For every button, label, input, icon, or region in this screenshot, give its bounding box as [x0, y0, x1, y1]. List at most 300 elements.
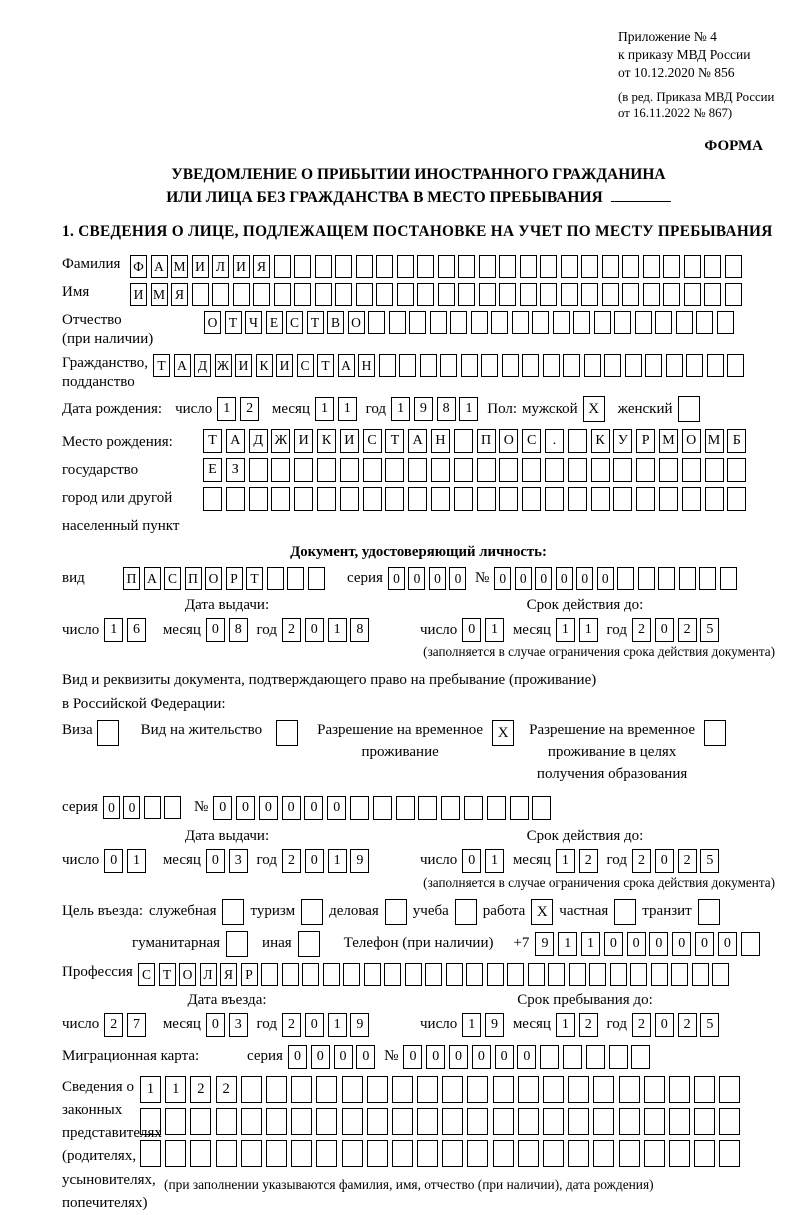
char-cell[interactable]: [586, 1045, 605, 1069]
char-cell[interactable]: [584, 354, 601, 377]
char-cell[interactable]: [635, 311, 652, 334]
char-cell[interactable]: [540, 255, 557, 278]
char-cell[interactable]: С: [363, 429, 382, 453]
char-cell[interactable]: [636, 487, 655, 511]
char-cell[interactable]: [392, 1108, 413, 1135]
char-cell[interactable]: 9: [485, 1013, 504, 1037]
char-cell[interactable]: [499, 283, 516, 306]
char-cell[interactable]: [356, 255, 373, 278]
char-cell[interactable]: Л: [200, 963, 217, 986]
char-cell[interactable]: [602, 283, 619, 306]
char-cell[interactable]: [376, 255, 393, 278]
char-cell[interactable]: [408, 458, 427, 482]
char-cell[interactable]: 9: [350, 1013, 369, 1037]
char-cell[interactable]: [725, 283, 742, 306]
char-cell[interactable]: [591, 487, 610, 511]
char-cell[interactable]: [507, 963, 524, 986]
char-cell[interactable]: 2: [678, 618, 697, 642]
char-cell[interactable]: [548, 963, 565, 986]
char-cell[interactable]: 1: [127, 849, 146, 873]
char-cell[interactable]: [216, 1108, 237, 1135]
char-cell[interactable]: [367, 1108, 388, 1135]
char-cell[interactable]: О: [204, 311, 221, 334]
char-cell[interactable]: [271, 487, 290, 511]
char-cell[interactable]: [522, 354, 539, 377]
char-cell[interactable]: [655, 311, 672, 334]
char-cell[interactable]: 1: [328, 618, 347, 642]
char-cell[interactable]: [454, 429, 473, 453]
char-cell[interactable]: [613, 458, 632, 482]
char-cell[interactable]: [399, 354, 416, 377]
char-cell[interactable]: 1: [338, 397, 357, 421]
char-cell[interactable]: 9: [414, 397, 433, 421]
char-cell[interactable]: [561, 283, 578, 306]
char-cell[interactable]: [659, 487, 678, 511]
char-cell[interactable]: [686, 354, 703, 377]
visa-checkbox[interactable]: [97, 720, 119, 746]
char-cell[interactable]: 5: [700, 849, 719, 873]
char-cell[interactable]: [545, 487, 564, 511]
char-cell[interactable]: [425, 963, 442, 986]
char-cell[interactable]: [291, 1108, 312, 1135]
char-cell[interactable]: 2: [579, 1013, 598, 1037]
char-cell[interactable]: [477, 487, 496, 511]
char-cell[interactable]: 2: [282, 849, 301, 873]
char-cell[interactable]: [741, 932, 760, 956]
char-cell[interactable]: 0: [311, 1045, 330, 1069]
char-cell[interactable]: П: [123, 567, 140, 590]
char-cell[interactable]: [493, 1108, 514, 1135]
char-cell[interactable]: [658, 567, 675, 590]
char-cell[interactable]: [241, 1108, 262, 1135]
char-cell[interactable]: [540, 1045, 559, 1069]
char-cell[interactable]: [454, 487, 473, 511]
char-cell[interactable]: [568, 1076, 589, 1103]
char-cell[interactable]: [397, 255, 414, 278]
char-cell[interactable]: [461, 354, 478, 377]
char-cell[interactable]: 2: [190, 1076, 211, 1103]
char-cell[interactable]: Б: [727, 429, 746, 453]
char-cell[interactable]: [316, 1108, 337, 1135]
char-cell[interactable]: Я: [171, 283, 188, 306]
char-cell[interactable]: [666, 354, 683, 377]
char-cell[interactable]: 8: [229, 618, 248, 642]
char-cell[interactable]: [274, 255, 291, 278]
char-cell[interactable]: [522, 487, 541, 511]
char-cell[interactable]: М: [171, 255, 188, 278]
char-cell[interactable]: 0: [259, 796, 278, 820]
char-cell[interactable]: [241, 1076, 262, 1103]
char-cell[interactable]: Н: [358, 354, 375, 377]
char-cell[interactable]: Р: [241, 963, 258, 986]
char-cell[interactable]: [420, 354, 437, 377]
char-cell[interactable]: [315, 255, 332, 278]
char-cell[interactable]: Т: [385, 429, 404, 453]
char-cell[interactable]: [682, 458, 701, 482]
char-cell[interactable]: [671, 963, 688, 986]
purpose-transit-checkbox[interactable]: [698, 899, 720, 925]
char-cell[interactable]: [140, 1108, 161, 1135]
char-cell[interactable]: [294, 283, 311, 306]
char-cell[interactable]: [518, 1108, 539, 1135]
char-cell[interactable]: [561, 255, 578, 278]
char-cell[interactable]: Д: [194, 354, 211, 377]
char-cell[interactable]: [479, 283, 496, 306]
char-cell[interactable]: 0: [695, 932, 714, 956]
char-cell[interactable]: [430, 311, 447, 334]
char-cell[interactable]: [477, 458, 496, 482]
char-cell[interactable]: К: [256, 354, 273, 377]
char-cell[interactable]: [499, 458, 518, 482]
char-cell[interactable]: [479, 255, 496, 278]
char-cell[interactable]: [467, 1108, 488, 1135]
char-cell[interactable]: [594, 311, 611, 334]
char-cell[interactable]: [342, 1108, 363, 1135]
char-cell[interactable]: А: [144, 567, 161, 590]
char-cell[interactable]: [467, 1076, 488, 1103]
char-cell[interactable]: 2: [678, 1013, 697, 1037]
char-cell[interactable]: [663, 283, 680, 306]
char-cell[interactable]: [458, 283, 475, 306]
char-cell[interactable]: [659, 458, 678, 482]
char-cell[interactable]: 1: [485, 849, 504, 873]
char-cell[interactable]: 1: [315, 397, 334, 421]
char-cell[interactable]: 0: [576, 567, 593, 590]
char-cell[interactable]: К: [317, 429, 336, 453]
char-cell[interactable]: 0: [388, 567, 405, 590]
char-cell[interactable]: [644, 1108, 665, 1135]
char-cell[interactable]: [376, 283, 393, 306]
char-cell[interactable]: [302, 963, 319, 986]
char-cell[interactable]: [458, 255, 475, 278]
char-cell[interactable]: [417, 1076, 438, 1103]
char-cell[interactable]: [591, 458, 610, 482]
char-cell[interactable]: Р: [226, 567, 243, 590]
char-cell[interactable]: [694, 1076, 715, 1103]
char-cell[interactable]: [144, 796, 161, 819]
char-cell[interactable]: 0: [104, 849, 123, 873]
char-cell[interactable]: 2: [678, 849, 697, 873]
char-cell[interactable]: [464, 796, 483, 820]
char-cell[interactable]: [631, 1045, 650, 1069]
char-cell[interactable]: И: [294, 429, 313, 453]
char-cell[interactable]: 1: [217, 397, 236, 421]
char-cell[interactable]: [431, 487, 450, 511]
char-cell[interactable]: 0: [556, 567, 573, 590]
char-cell[interactable]: [613, 487, 632, 511]
char-cell[interactable]: 2: [632, 849, 651, 873]
char-cell[interactable]: [522, 458, 541, 482]
char-cell[interactable]: 9: [535, 932, 554, 956]
char-cell[interactable]: [663, 255, 680, 278]
char-cell[interactable]: [682, 487, 701, 511]
char-cell[interactable]: [316, 1076, 337, 1103]
char-cell[interactable]: [417, 1108, 438, 1135]
char-cell[interactable]: [630, 963, 647, 986]
char-cell[interactable]: [487, 796, 506, 820]
char-cell[interactable]: П: [477, 429, 496, 453]
char-cell[interactable]: [212, 283, 229, 306]
char-cell[interactable]: 2: [632, 1013, 651, 1037]
char-cell[interactable]: [267, 567, 284, 590]
char-cell[interactable]: [645, 354, 662, 377]
gender-male-checkbox[interactable]: X: [583, 396, 605, 422]
char-cell[interactable]: [602, 255, 619, 278]
char-cell[interactable]: 7: [127, 1013, 146, 1037]
char-cell[interactable]: 0: [449, 1045, 468, 1069]
char-cell[interactable]: И: [276, 354, 293, 377]
char-cell[interactable]: 1: [104, 618, 123, 642]
char-cell[interactable]: [356, 283, 373, 306]
char-cell[interactable]: 9: [350, 849, 369, 873]
char-cell[interactable]: Т: [246, 567, 263, 590]
char-cell[interactable]: 1: [462, 1013, 481, 1037]
char-cell[interactable]: [385, 458, 404, 482]
char-cell[interactable]: [164, 796, 181, 819]
char-cell[interactable]: [340, 458, 359, 482]
char-cell[interactable]: 8: [437, 397, 456, 421]
char-cell[interactable]: Е: [266, 311, 283, 334]
char-cell[interactable]: [363, 458, 382, 482]
char-cell[interactable]: [573, 311, 590, 334]
char-cell[interactable]: 1: [140, 1076, 161, 1103]
char-cell[interactable]: [568, 1108, 589, 1135]
char-cell[interactable]: [543, 1108, 564, 1135]
char-cell[interactable]: 2: [579, 849, 598, 873]
char-cell[interactable]: Ф: [130, 255, 147, 278]
char-cell[interactable]: Т: [203, 429, 222, 453]
char-cell[interactable]: 0: [429, 567, 446, 590]
char-cell[interactable]: [563, 354, 580, 377]
char-cell[interactable]: [335, 255, 352, 278]
char-cell[interactable]: [417, 283, 434, 306]
char-cell[interactable]: [441, 796, 460, 820]
char-cell[interactable]: [165, 1108, 186, 1135]
char-cell[interactable]: Ж: [271, 429, 290, 453]
char-cell[interactable]: [438, 255, 455, 278]
char-cell[interactable]: [520, 283, 537, 306]
char-cell[interactable]: 0: [305, 618, 324, 642]
char-cell[interactable]: [294, 487, 313, 511]
char-cell[interactable]: 0: [494, 567, 511, 590]
char-cell[interactable]: [568, 458, 587, 482]
char-cell[interactable]: [418, 796, 437, 820]
char-cell[interactable]: Я: [253, 255, 270, 278]
char-cell[interactable]: [569, 963, 586, 986]
char-cell[interactable]: 0: [627, 932, 646, 956]
char-cell[interactable]: 0: [495, 1045, 514, 1069]
char-cell[interactable]: [540, 283, 557, 306]
char-cell[interactable]: [669, 1076, 690, 1103]
char-cell[interactable]: [644, 1076, 665, 1103]
char-cell[interactable]: [446, 963, 463, 986]
char-cell[interactable]: 5: [700, 1013, 719, 1037]
char-cell[interactable]: Т: [153, 354, 170, 377]
char-cell[interactable]: [705, 458, 724, 482]
char-cell[interactable]: А: [226, 429, 245, 453]
char-cell[interactable]: [625, 354, 642, 377]
char-cell[interactable]: [651, 963, 668, 986]
char-cell[interactable]: [249, 458, 268, 482]
char-cell[interactable]: 0: [515, 567, 532, 590]
purpose-business-checkbox[interactable]: [222, 899, 244, 925]
char-cell[interactable]: И: [233, 255, 250, 278]
char-cell[interactable]: [379, 354, 396, 377]
char-cell[interactable]: [261, 963, 278, 986]
char-cell[interactable]: 0: [597, 567, 614, 590]
char-cell[interactable]: 3: [229, 849, 248, 873]
char-cell[interactable]: С: [286, 311, 303, 334]
char-cell[interactable]: [581, 283, 598, 306]
char-cell[interactable]: 2: [282, 618, 301, 642]
char-cell[interactable]: [397, 283, 414, 306]
char-cell[interactable]: Ж: [215, 354, 232, 377]
char-cell[interactable]: .: [545, 429, 564, 453]
char-cell[interactable]: 0: [718, 932, 737, 956]
char-cell[interactable]: [614, 311, 631, 334]
char-cell[interactable]: 0: [462, 618, 481, 642]
char-cell[interactable]: [699, 567, 716, 590]
char-cell[interactable]: С: [522, 429, 541, 453]
char-cell[interactable]: И: [130, 283, 147, 306]
char-cell[interactable]: [593, 1076, 614, 1103]
char-cell[interactable]: [392, 1076, 413, 1103]
char-cell[interactable]: Т: [317, 354, 334, 377]
char-cell[interactable]: [343, 963, 360, 986]
char-cell[interactable]: [563, 1045, 582, 1069]
purpose-study-checkbox[interactable]: [455, 899, 477, 925]
char-cell[interactable]: [431, 458, 450, 482]
char-cell[interactable]: 0: [655, 849, 674, 873]
purpose-commercial-checkbox[interactable]: [385, 899, 407, 925]
char-cell[interactable]: [720, 567, 737, 590]
char-cell[interactable]: [499, 487, 518, 511]
char-cell[interactable]: [684, 255, 701, 278]
char-cell[interactable]: 0: [236, 796, 255, 820]
char-cell[interactable]: [294, 255, 311, 278]
char-cell[interactable]: О: [205, 567, 222, 590]
char-cell[interactable]: [487, 963, 504, 986]
char-cell[interactable]: [409, 311, 426, 334]
char-cell[interactable]: [727, 354, 744, 377]
char-cell[interactable]: [727, 487, 746, 511]
char-cell[interactable]: 0: [206, 618, 225, 642]
char-cell[interactable]: 1: [485, 618, 504, 642]
char-cell[interactable]: [610, 963, 627, 986]
char-cell[interactable]: [692, 963, 709, 986]
char-cell[interactable]: [707, 354, 724, 377]
char-cell[interactable]: И: [192, 255, 209, 278]
char-cell[interactable]: [192, 283, 209, 306]
char-cell[interactable]: 1: [165, 1076, 186, 1103]
char-cell[interactable]: [712, 963, 729, 986]
char-cell[interactable]: [450, 311, 467, 334]
char-cell[interactable]: П: [185, 567, 202, 590]
char-cell[interactable]: [510, 796, 529, 820]
char-cell[interactable]: [266, 1076, 287, 1103]
char-cell[interactable]: [532, 311, 549, 334]
char-cell[interactable]: [373, 796, 392, 820]
char-cell[interactable]: А: [408, 429, 427, 453]
char-cell[interactable]: [454, 458, 473, 482]
char-cell[interactable]: 0: [403, 1045, 422, 1069]
char-cell[interactable]: 0: [213, 796, 232, 820]
char-cell[interactable]: В: [327, 311, 344, 334]
char-cell[interactable]: М: [659, 429, 678, 453]
char-cell[interactable]: 1: [556, 1013, 575, 1037]
char-cell[interactable]: 2: [632, 618, 651, 642]
char-cell[interactable]: [271, 458, 290, 482]
char-cell[interactable]: 2: [104, 1013, 123, 1037]
char-cell[interactable]: 1: [556, 618, 575, 642]
char-cell[interactable]: [317, 458, 336, 482]
char-cell[interactable]: [704, 283, 721, 306]
char-cell[interactable]: И: [340, 429, 359, 453]
char-cell[interactable]: К: [591, 429, 610, 453]
purpose-private-checkbox[interactable]: [614, 899, 636, 925]
purpose-work-checkbox[interactable]: X: [531, 899, 553, 925]
char-cell[interactable]: 1: [581, 932, 600, 956]
char-cell[interactable]: [294, 458, 313, 482]
char-cell[interactable]: [499, 255, 516, 278]
char-cell[interactable]: [694, 1108, 715, 1135]
char-cell[interactable]: 2: [282, 1013, 301, 1037]
char-cell[interactable]: [466, 963, 483, 986]
char-cell[interactable]: [323, 963, 340, 986]
char-cell[interactable]: [389, 311, 406, 334]
char-cell[interactable]: [719, 1076, 740, 1103]
char-cell[interactable]: 0: [672, 932, 691, 956]
char-cell[interactable]: [481, 354, 498, 377]
char-cell[interactable]: Л: [212, 255, 229, 278]
char-cell[interactable]: [385, 487, 404, 511]
char-cell[interactable]: А: [174, 354, 191, 377]
char-cell[interactable]: З: [226, 458, 245, 482]
char-cell[interactable]: С: [297, 354, 314, 377]
char-cell[interactable]: [528, 963, 545, 986]
char-cell[interactable]: 0: [123, 796, 140, 819]
char-cell[interactable]: 1: [328, 849, 347, 873]
char-cell[interactable]: [676, 311, 693, 334]
char-cell[interactable]: [317, 487, 336, 511]
char-cell[interactable]: [440, 354, 457, 377]
char-cell[interactable]: [249, 487, 268, 511]
char-cell[interactable]: [274, 283, 291, 306]
char-cell[interactable]: [622, 283, 639, 306]
char-cell[interactable]: 2: [240, 397, 259, 421]
char-cell[interactable]: [622, 255, 639, 278]
char-cell[interactable]: [396, 796, 415, 820]
char-cell[interactable]: 8: [350, 618, 369, 642]
char-cell[interactable]: О: [499, 429, 518, 453]
char-cell[interactable]: [568, 429, 587, 453]
char-cell[interactable]: [350, 796, 369, 820]
char-cell[interactable]: Т: [225, 311, 242, 334]
char-cell[interactable]: 0: [206, 849, 225, 873]
char-cell[interactable]: 0: [649, 932, 668, 956]
char-cell[interactable]: 0: [305, 849, 324, 873]
char-cell[interactable]: 1: [556, 849, 575, 873]
char-cell[interactable]: 0: [282, 796, 301, 820]
char-cell[interactable]: [543, 1076, 564, 1103]
char-cell[interactable]: [604, 354, 621, 377]
char-cell[interactable]: [308, 567, 325, 590]
char-cell[interactable]: 0: [472, 1045, 491, 1069]
char-cell[interactable]: М: [705, 429, 724, 453]
char-cell[interactable]: 0: [604, 932, 623, 956]
char-cell[interactable]: 0: [517, 1045, 536, 1069]
char-cell[interactable]: 3: [229, 1013, 248, 1037]
